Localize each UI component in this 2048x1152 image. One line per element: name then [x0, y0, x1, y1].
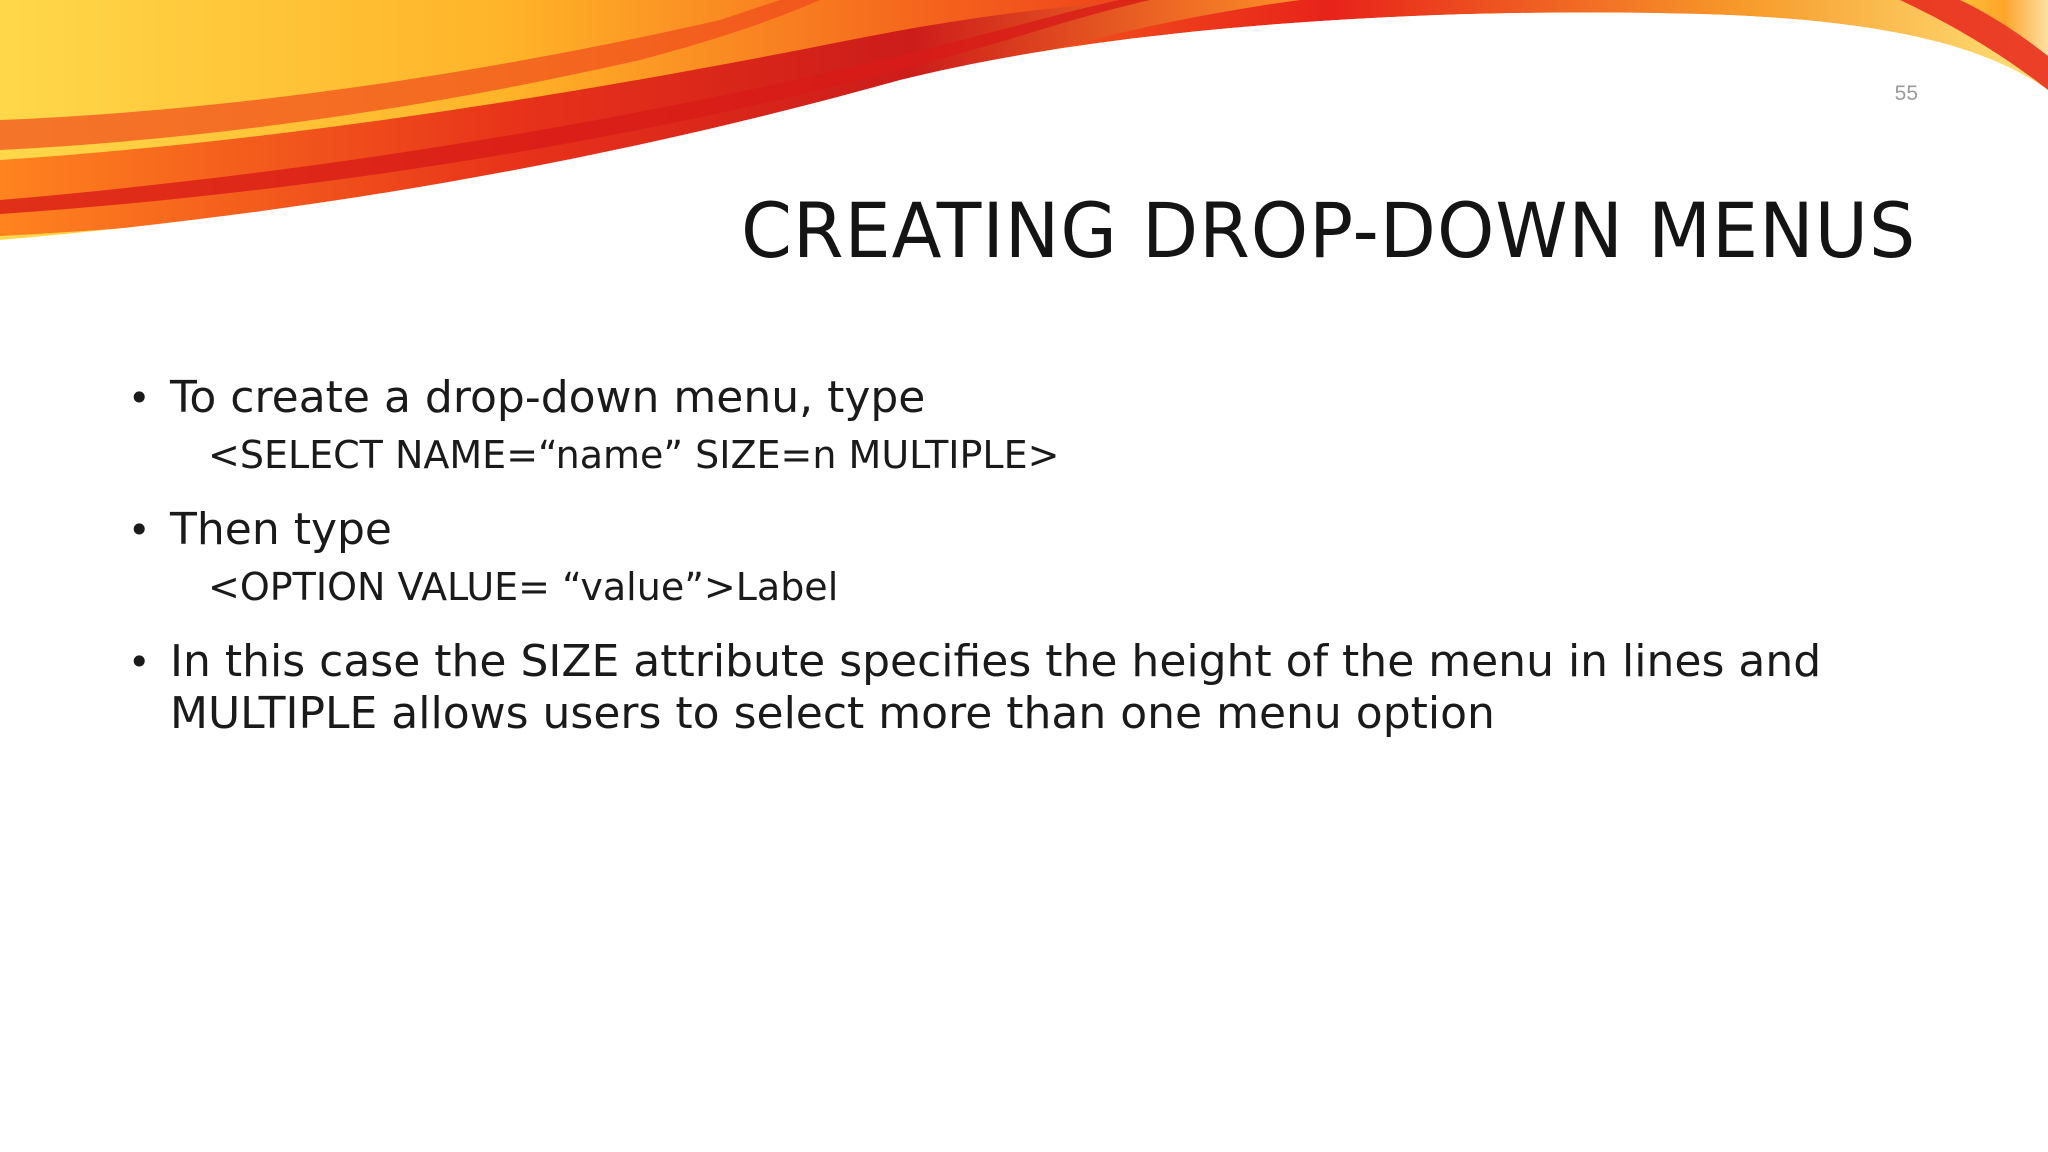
slide-number: 55: [1894, 82, 1918, 105]
code-line: <SELECT NAME=“name” SIZE=n MULTIPLE>: [208, 433, 1060, 477]
bullet-item-3: [128, 636, 1928, 740]
bullet-symbol: •: [128, 376, 151, 420]
bullet-text: To create a drop-down menu, type: [170, 372, 926, 423]
bullet-item-1: [128, 372, 1928, 424]
bullet-symbol: •: [128, 508, 151, 552]
code-line: <OPTION VALUE= “value”>Label: [208, 565, 839, 609]
bullet-symbol: •: [128, 640, 151, 684]
bullet-list: [128, 372, 1928, 740]
bullet-text: In this case the SIZE attribute specifies the height of the menu in lines and MULTIPLE allows users to select more than one menu option: [170, 636, 1822, 739]
bullet-item-2: [128, 504, 1928, 556]
bullet-text: Then type: [170, 504, 392, 555]
slide-title: CREATING DROP-DOWN MENUS: [740, 186, 1916, 275]
